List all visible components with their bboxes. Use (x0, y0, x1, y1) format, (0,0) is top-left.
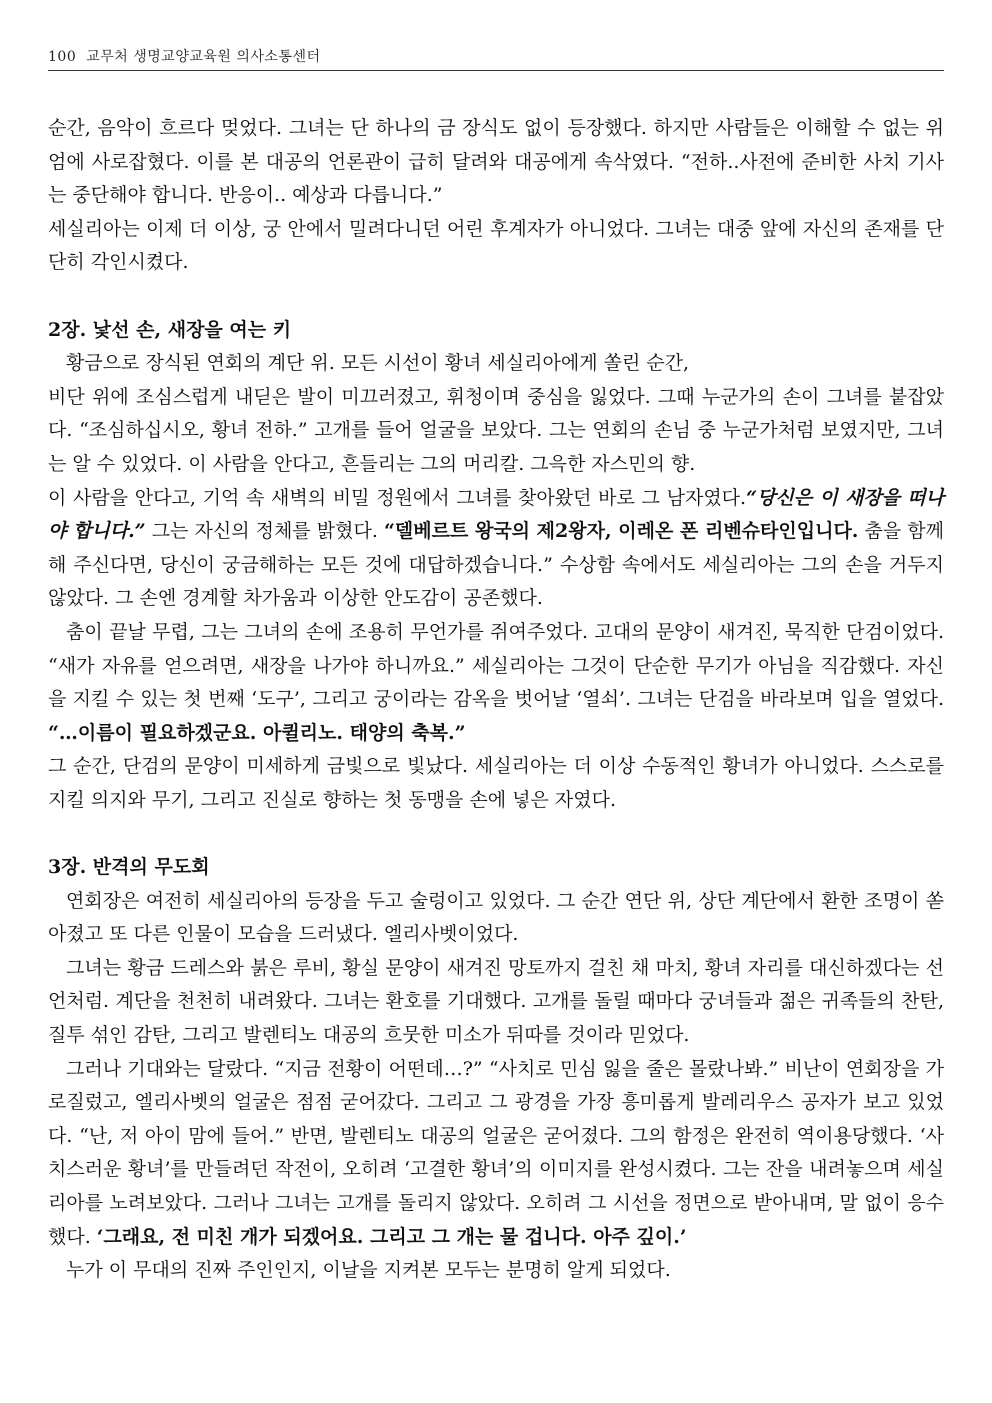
ch2-paragraph-3 (48, 482, 944, 616)
ch2-paragraph-2: 비단 위에 조심스럽게 내딛은 발이 미끄러졌고, 휘청이며 중심을 잃었다. 그때 누군가의 손이 그녀를 붙잡았다. “조심하십시오, 황녀 전하.” 고개를 들어 얼굴을 보았다. 그는 연회의 손님 중 누군가처럼 보였지만, 그녀는 알 수 있었다. 이 사람을 안다고, 흔들리는 그의 머리칼. 그윽한 자스민의 향. (48, 385, 944, 475)
ch3-paragraph-1: 연회장은 여전히 세실리아의 등장을 두고 술렁이고 있었다. 그 순간 연단 위, 상단 계단에서 환한 조명이 쏟아졌고 또 다른 인물이 모습을 드러냈다. 엘리사벳이었다. (48, 889, 944, 946)
ch2-p3-text-e: 춤을 함께해 주신다면, 당신이 궁금해하는 모든 것에 대답하겠습니다.” 수상함 속에서도 세실리아는 그의 손을 거두지 않았다. 그 손엔 경계할 차가움과 이상한 안도감이 공존했다. (48, 520, 944, 610)
page-number: 100 (48, 49, 77, 65)
ch3-paragraph-4: 누가 이 무대의 진짜 주인인지, 이날을 지켜본 모두는 분명히 알게 되었다. (66, 1259, 671, 1282)
chapter-2-heading: 2장. 낯선 손, 새장을 여는 키 (48, 318, 292, 341)
chapter-3-heading: 3장. 반격의 무도회 (48, 856, 210, 879)
ch2-p3-quote-prince: “델베르트 왕국의 제2왕자, 이레온 폰 리벤슈타인입니다. (383, 520, 859, 543)
ch2-paragraph-4 (48, 616, 944, 750)
section-gap (48, 817, 944, 851)
ch3-p3-text-a: 그러나 기대와는 달랐다. “지금 전황이 어떤데…?” “사치로 민심 잃을 줄은 몰랐나봐.” 비난이 연회장을 가로질렀고, 엘리사벳의 얼굴은 점점 굳어갔다. 그리고 그 광경을 가장 흥미롭게 발레리우스 공자가 보고 있었다. “난, 저 아이 맘에 들어.” 반면, 발렌티노 대공의 얼굴은 굳어졌다. 그의 함정은 완전히 역이용당했다. ‘사치스러운 황녀’를 만들려던 작전이, 오히려 ‘고결한 황녀’의 이미지를 완성시켰다. 그는 잔을 내려놓으며 세실리아를 노려보았다. 그러나 그녀는 고개를 돌리지 않았다. 오히려 그 시선을 정면으로 받아내며, 말 없이 응수했다. (48, 1057, 944, 1248)
paragraph-1: 순간, 음악이 흐르다 멎었다. 그녀는 단 하나의 금 장식도 없이 등장했다. 하지만 사람들은 이해할 수 없는 위엄에 사로잡혔다. 이를 본 대공의 언론관이 급히 달려와 대공에게 속삭였다. “전하..사전에 준비한 사치 기사는 중단해야 합니다. 반응이.. 예상과 다릅니다.” (48, 117, 944, 207)
ch2-p3-quote-cage: “당신은 이 새장을 떠나야 합니다.” (48, 486, 944, 543)
document-body (48, 112, 944, 1288)
ch2-p4-text-a: 춤이 끝날 무렵, 그는 그녀의 손에 조용히 무언가를 쥐여주었다. 고대의 문양이 새겨진, 묵직한 단검이었다. “새가 자유를 얻으려면, 새장을 나가야 하니까요.” 세실리아는 그것이 단순한 무기가 아님을 직감했다. 자신을 지킬 수 있는 첫 번째 ‘도구’, 그리고 궁이라는 감옥을 벗어날 ‘열쇠’. 그녀는 단검을 바라보며 입을 열었다. (48, 620, 944, 711)
ch2-p3-text-c: 그는 자신의 정체를 밝혔다. (145, 520, 384, 543)
header-title: 교무처 생명교양교육원 의사소통센터 (86, 49, 321, 65)
ch2-paragraph-5: 그 순간, 단검의 문양이 미세하게 금빛으로 빛났다. 세실리아는 더 이상 수동적인 황녀가 아니었다. 스스로를 지킬 의지와 무기, 그리고 진실로 향하는 첫 동맹을 손에 넣은 자였다. (48, 755, 944, 811)
ch3-paragraph-2: 그녀는 황금 드레스와 붉은 루비, 황실 문양이 새겨진 망토까지 걸친 채 마치, 황녀 자리를 대신하겠다는 선언처럼. 계단을 천천히 내려왔다. 그녀는 환호를 기대했다. 고개를 돌릴 때마다 궁녀들과 젊은 귀족들의 찬탄, 질투 섞인 감탄, 그리고 발렌티노 대공의 흐뭇한 미소가 뒤따를 것이라 믿었다. (48, 956, 944, 1047)
ch3-p3-quote-dog: ‘그래요, 전 미친 개가 되겠어요. 그리고 그 개는 물 겁니다. 아주 깊이.’ (96, 1225, 687, 1248)
ch3-paragraph-3 (48, 1053, 944, 1255)
paragraph-2: 세실리아는 이제 더 이상, 궁 안에서 밀려다니던 어린 후계자가 아니었다. 그녀는 대중 앞에 자신의 존재를 단단히 각인시켰다. (48, 217, 944, 274)
ch2-paragraph-1: 황금으로 장식된 연회의 계단 위. 모든 시선이 황녀 세실리아에게 쏠린 순간, (66, 352, 690, 375)
page-header (48, 46, 944, 71)
ch2-p4-quote-name: “…이름이 필요하겠군요. 아퀼리노. 태양의 축복.” (48, 721, 466, 744)
ch2-p3-text-a: 이 사람을 안다고, 기억 속 새벽의 비밀 정원에서 그녀를 찾아왔던 바로 그 남자였다. (48, 486, 747, 509)
section-gap (48, 280, 944, 314)
